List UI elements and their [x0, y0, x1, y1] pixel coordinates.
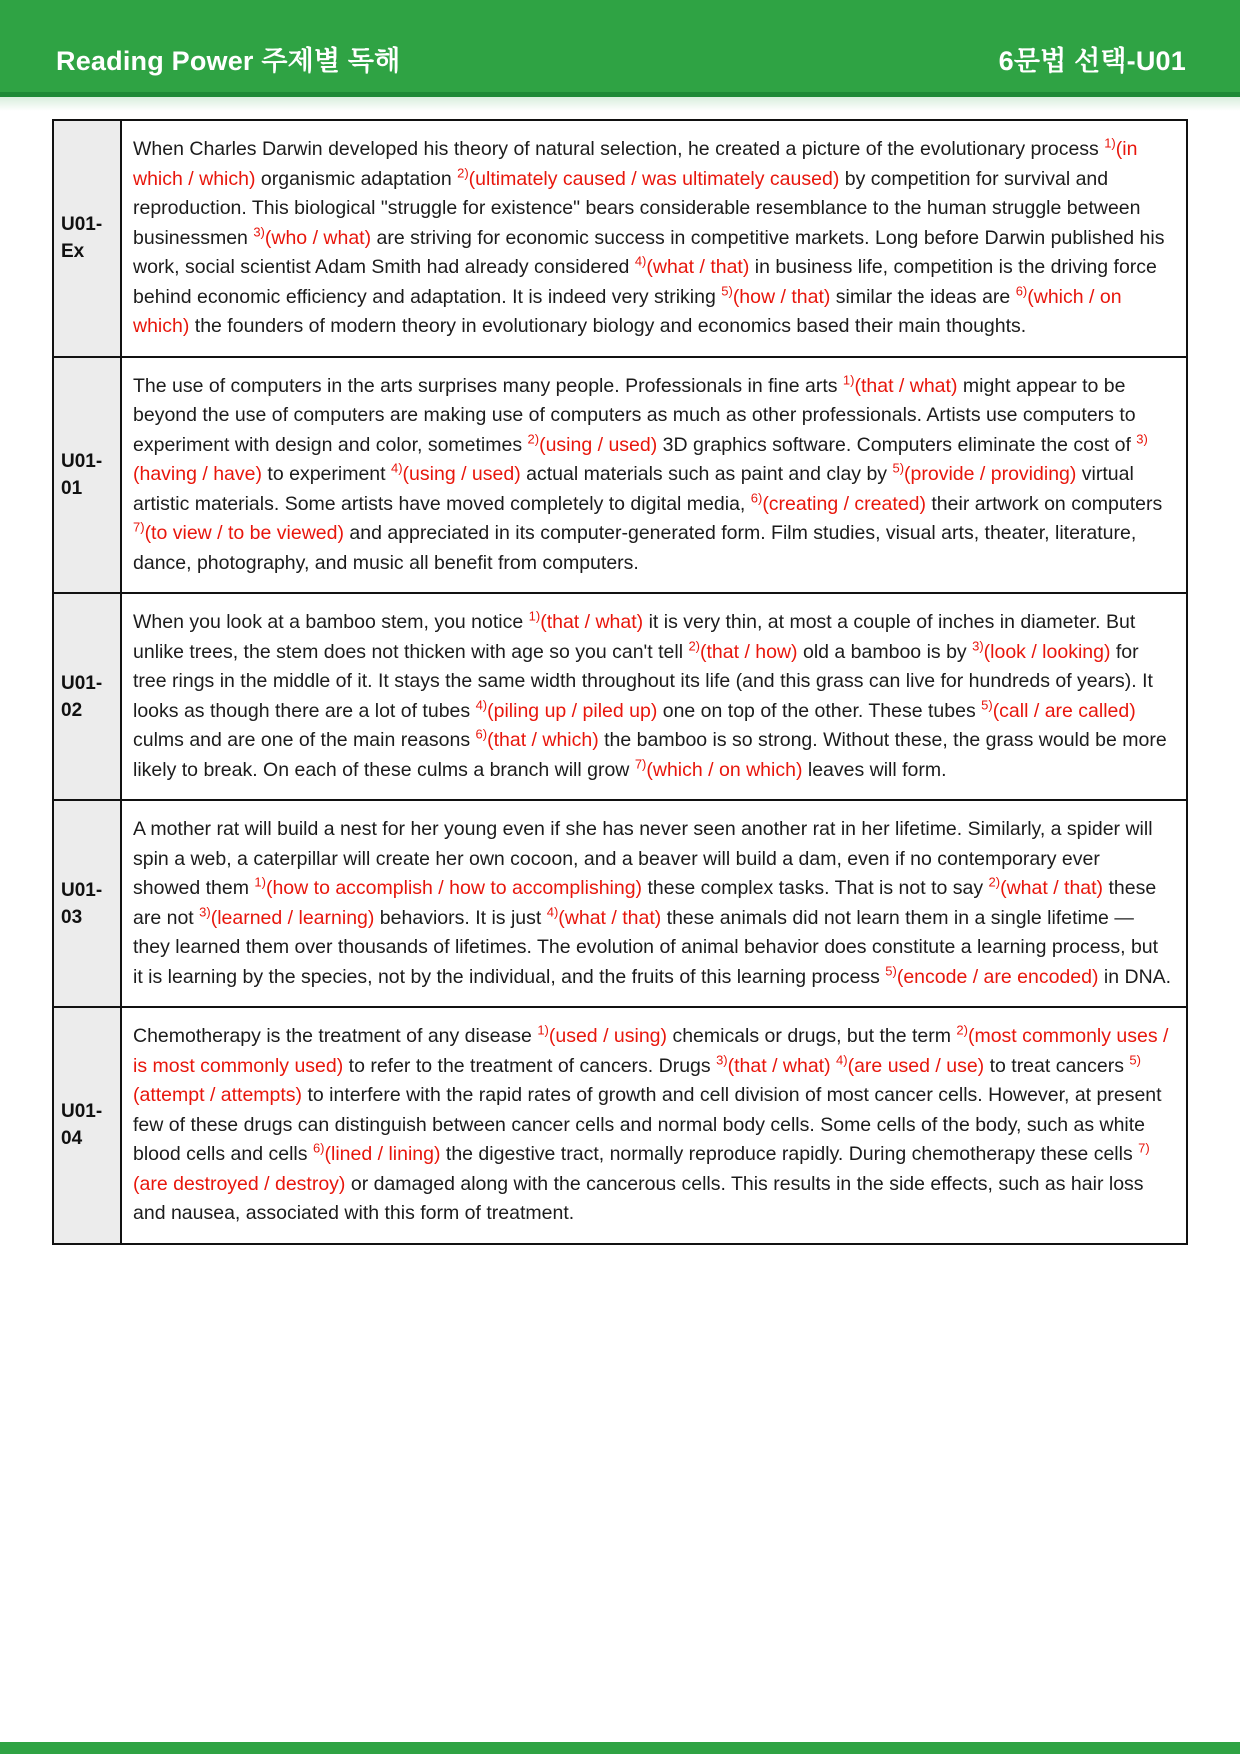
choice-number: 5): [721, 283, 733, 298]
choice-options: (that / what): [727, 1054, 831, 1077]
choice-options: (lined / lining): [324, 1143, 441, 1165]
choice-options: (are destroyed / destroy): [133, 1172, 346, 1195]
choice-options: (what / that): [1000, 877, 1104, 899]
choice-options: (piling up / piled up): [487, 699, 658, 722]
choice-number: 4): [475, 697, 488, 712]
choice-options: (who / what): [264, 226, 372, 249]
row-label: U01-02: [53, 593, 121, 800]
choice-number: 2): [988, 874, 1001, 890]
row-label: U01-01: [53, 357, 121, 594]
choice-options: (in which / which): [133, 138, 1138, 190]
choice-options: (that / how): [700, 640, 798, 663]
choice-options: (using / used): [539, 433, 658, 456]
choice-options: (what / that): [558, 906, 662, 929]
passage-text: Chemotherapy is the treatment of any disease $^{1)}$(used / using) chemicals or drugs, but the term $^{2)}$(most commonly uses / is most commonly used) to refer to the treatment of cancers. Drugs $^{3)}$(that / what) $^{4)}$(are used / use) to treat cancers $^{5)}$(attempt / attempts) to interfere with the rapid rates of growth and cell division of most cancer cells. However, at present few of these drugs can distinguish between cancer cells and normal body cells. Some cells of the body, such as white blood cells and cells $^{6)}$(lined / lining) the digestive tract, normally reproduce rapidly. During chemotherapy these cells $^{7)}$(are destroyed / destroy) or damaged along with the cancerous cells. This results in the side effects, such as hair loss and nausea, associated with this form of treatment.: [121, 1007, 1187, 1244]
choice-number: 2): [688, 638, 701, 653]
choice-options: (that / what): [854, 374, 958, 397]
table-row: [53, 593, 1187, 800]
choice-options: (encode / are encoded): [896, 965, 1099, 988]
choice-number: 5): [1129, 1052, 1141, 1067]
passage-text: A mother rat will build a nest for her young even if she has never seen another rat in her lifetime. Similarly, a spider will spin a web, a caterpillar will create her own cocoon, and a beaver will build a dam, even if no contemporary ever showed them $^{1)}$(how to accomplish / how to accomplishing) these complex tasks. That is not to say $^{2)}$(what / that) these are not $^{3)}$(learned / learning) behaviors. It is just $^{4)}$(what / that) these animals did not learn them in a single lifetime — they learned them over thousands of lifetimes. The evolution of animal behavior does constitute a learning process, but it is learning by the species, not by the individual, and the fruits of this learning process $^{5)}$(encode / are encoded) in DNA.: [121, 800, 1187, 1007]
choice-number: 6): [1015, 283, 1028, 298]
choice-number: 2): [457, 165, 469, 180]
choice-number: 1): [537, 1022, 549, 1038]
choice-options: (call / are called): [992, 699, 1136, 722]
choice-number: 5): [885, 963, 897, 978]
choice-options: (how / that): [732, 285, 831, 308]
choice-number: 3): [1136, 431, 1148, 446]
choice-number: 7): [133, 519, 145, 535]
choice-number: 4): [546, 904, 559, 919]
choice-number: 6): [475, 726, 488, 742]
choice-number: 4): [634, 253, 647, 269]
choice-number: 7): [634, 756, 647, 771]
header-title-right: 6문법 선택-U01: [998, 46, 1186, 76]
choice-number: 1): [254, 874, 266, 890]
choice-number: 1): [1104, 135, 1116, 151]
choice-number: 2): [527, 431, 540, 446]
choice-options: (which / on which): [646, 758, 803, 781]
page-header: [0, 0, 1240, 92]
table-row: [53, 357, 1187, 594]
choice-options: (are used / use): [847, 1054, 985, 1077]
passage-text: When you look at a bamboo stem, you notice $^{1)}$(that / what) it is very thin, at most a couple of inches in diameter. But unlike trees, the stem does not thicken with age so you can't tell $^{2)}$(that / how) old a bamboo is by $^{3)}$(look / looking) for tree rings in the middle of it. It stays the same width throughout its life (and this grass can live for hundreds of years). It looks as though there are a lot of tubes $^{4)}$(piling up / piled up) one on top of the other. These tubes $^{5)}$(call / are called) culms and are one of the main reasons $^{6)}$(that / which) the bamboo is so strong. Without these, the grass would be more likely to break. On each of these culms a branch will grow $^{7)}$(which / on which) leaves will form.: [121, 593, 1187, 800]
choice-number: 5): [892, 460, 905, 476]
choice-options: (having / have): [133, 463, 262, 485]
choice-number: 3): [716, 1052, 728, 1067]
choice-options: (provide / providing): [904, 463, 1077, 485]
choice-options: (that / what): [540, 611, 644, 633]
choice-options: (to view / to be viewed): [144, 522, 344, 544]
choice-options: (learned / learning): [210, 906, 375, 929]
choice-number: 3): [253, 224, 265, 239]
choice-options: (which / on which): [133, 285, 1122, 337]
choice-options: (using / used): [402, 463, 521, 485]
choice-number: 6): [750, 490, 763, 505]
table-row: [53, 120, 1187, 357]
choice-number: 2): [956, 1022, 968, 1038]
passage-table: [52, 119, 1188, 1245]
choice-options: (look / looking): [983, 640, 1111, 663]
choice-options: (used / using): [548, 1025, 668, 1047]
page-content: [0, 111, 1240, 1245]
choice-number: 5): [981, 697, 993, 712]
row-label: U01-03: [53, 800, 121, 1007]
choice-options: (ultimately caused / was ultimately caused): [468, 167, 840, 190]
row-label: U01-Ex: [53, 120, 121, 357]
row-label: U01-04: [53, 1007, 121, 1244]
choice-options: (what / that): [646, 256, 750, 278]
choice-options: (how to accomplish / how to accomplishing): [265, 877, 643, 899]
choice-number: 4): [836, 1052, 848, 1067]
choice-number: 6): [312, 1140, 325, 1156]
choice-options: (creating / created): [762, 492, 926, 515]
header-fade-gradient: [0, 97, 1240, 111]
choice-options: (attempt / attempts): [133, 1084, 303, 1106]
passage-text: The use of computers in the arts surprises many people. Professionals in fine arts $^{1)}$(that / what) might appear to be beyond the use of computers are making use of computers as much as other professionals. Artists use computers to experiment with design and color, sometimes $^{2)}$(using / used) 3D graphics software. Computers eliminate the cost of $^{3)}$(having / have) to experiment $^{4)}$(using / used) actual materials such as paint and clay by $^{5)}$(provide / providing) virtual artistic materials. Some artists have moved completely to digital media, $^{6)}$(creating / created) their artwork on computers $^{7)}$(to view / to be viewed) and appreciated in its computer-generated form. Film studies, visual arts, theater, literature, dance, photography, and music all benefit from computers.: [121, 357, 1187, 594]
passage-text: When Charles Darwin developed his theory of natural selection, he created a picture of the evolutionary process $^{1)}$(in which / which) organismic adaptation $^{2)}$(ultimately caused / was ultimately caused) by competition for survival and reproduction. This biological "struggle for existence" bears considerable resemblance to the human struggle between businessmen $^{3)}$(who / what) are striving for economic success in competitive markets. Long before Darwin published his work, social scientist Adam Smith had already considered $^{4)}$(what / that) in business life, competition is the driving force behind economic efficiency and adaptation. It is indeed very striking $^{5)}$(how / that) similar the ideas are $^{6)}$(which / on which) the founders of modern theory in evolutionary biology and economics based their main thoughts.: [121, 120, 1187, 357]
passage-table-body: [53, 120, 1187, 1244]
choice-options: (that / which): [487, 729, 599, 751]
header-title-left: Reading Power 주제별 독해: [56, 46, 401, 76]
choice-number: 7): [1138, 1140, 1150, 1156]
choice-number: 1): [528, 608, 541, 624]
choice-number: 4): [390, 460, 403, 476]
choice-options: (most commonly uses / is most commonly used): [133, 1025, 1169, 1077]
choice-number: 3): [972, 638, 984, 653]
footer-bar: [0, 1742, 1240, 1754]
table-row: [53, 800, 1187, 1007]
choice-number: 3): [199, 904, 211, 919]
choice-number: 1): [842, 372, 855, 387]
table-row: [53, 1007, 1187, 1244]
